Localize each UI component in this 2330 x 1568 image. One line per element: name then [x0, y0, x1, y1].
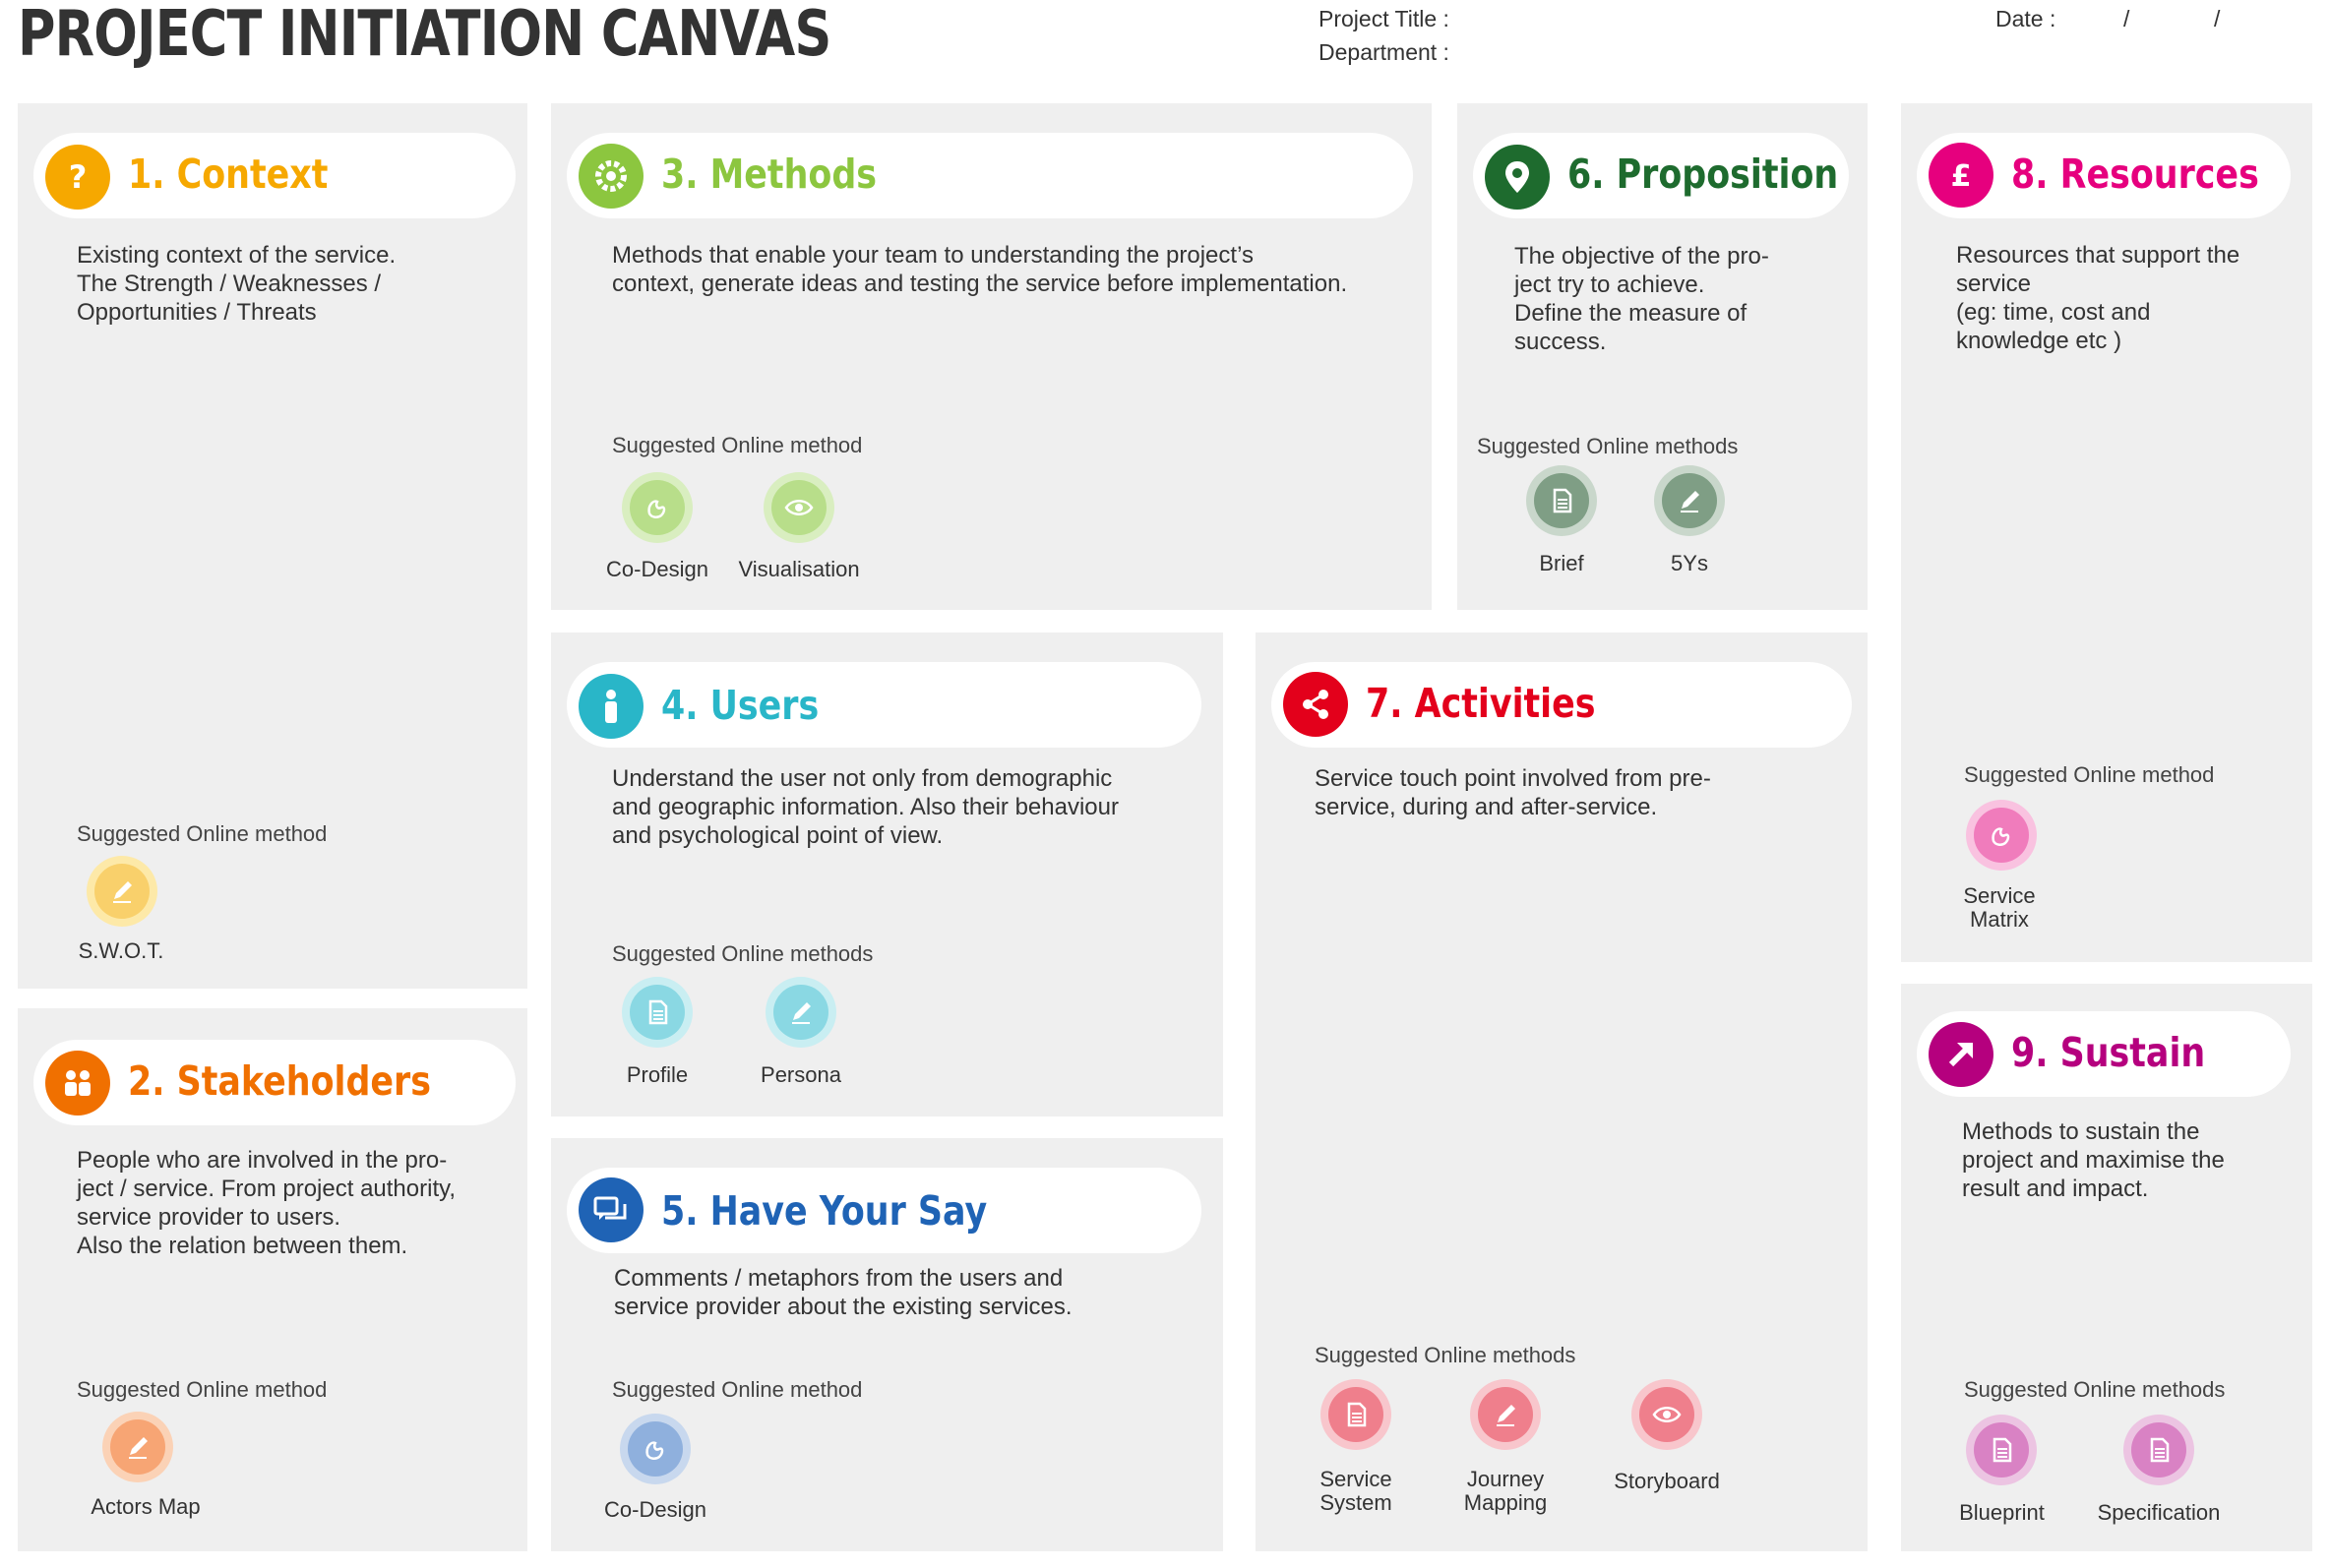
question-icon	[45, 145, 110, 210]
users-title: 4. Users	[661, 682, 820, 729]
service-matrix-label[interactable]: Service Matrix	[1963, 883, 2036, 932]
pencil-icon[interactable]	[87, 856, 157, 927]
eye-icon[interactable]	[764, 472, 834, 543]
have-your-say-description: Comments / metaphors from the users and service provider about the existing services.	[614, 1265, 1073, 1320]
sustain-suggested-label: Suggested Online methods	[1964, 1377, 2226, 1402]
pencil-icon[interactable]	[1654, 465, 1725, 536]
resources-suggested-label: Suggested Online method	[1964, 762, 2215, 787]
context-title: 1. Context	[128, 151, 329, 198]
resources-description: Resources that support the service (eg: time, cost and knowledge etc )	[1956, 242, 2240, 354]
resources-panel	[1901, 103, 2312, 962]
brief-label[interactable]: Brief	[1539, 551, 1584, 575]
context-description: Existing context of the service. The Strength / Weaknesses / Opportunities / Threats	[77, 242, 397, 326]
department-label: Department :	[1318, 39, 1449, 65]
activities-description: Service touch point involved from pre- service, during and after-service.	[1315, 765, 1711, 820]
have-your-say-title: 5. Have Your Say	[661, 1187, 988, 1235]
methods-panel	[551, 103, 1432, 610]
proposition-suggested-label: Suggested Online methods	[1477, 434, 1739, 458]
visualisation-label[interactable]: Visualisation	[738, 557, 860, 581]
sustain-panel	[1901, 984, 2312, 1551]
activities-panel	[1256, 633, 1868, 1551]
activities-title: 7. Activities	[1366, 680, 1596, 727]
resources-title: 8. Resources	[2011, 151, 2259, 198]
page-title: PROJECT INITIATION CANVAS	[18, 0, 831, 71]
users-suggested-label: Suggested Online methods	[612, 941, 874, 966]
arrow-icon	[1929, 1022, 1993, 1087]
storyboard-label[interactable]: Storyboard	[1614, 1469, 1720, 1493]
hands-icon[interactable]	[622, 472, 693, 543]
date-label: Date :	[1995, 6, 2056, 31]
proposition-title: 6. Proposition	[1567, 151, 1839, 198]
profile-label[interactable]: Profile	[626, 1062, 689, 1087]
svg-text:?: ?	[68, 158, 88, 196]
eye-icon[interactable]	[1631, 1379, 1702, 1450]
service-system-label[interactable]: Service System	[1319, 1467, 1392, 1515]
activities-suggested-label: Suggested Online methods	[1315, 1343, 1576, 1367]
speech-bubbles-icon	[579, 1177, 644, 1242]
persona-label[interactable]: Persona	[761, 1062, 841, 1087]
have-your-say-panel	[551, 1138, 1223, 1551]
methods-title: 3. Methods	[661, 151, 878, 198]
proposition-panel	[1457, 103, 1868, 610]
stakeholders-title: 2. Stakeholders	[128, 1057, 431, 1105]
pencil-icon[interactable]	[1470, 1379, 1541, 1450]
gear-icon	[579, 144, 644, 209]
methods-description: Methods that enable your team to understanding the project’s context, generate ideas and testing the service before implementation.	[612, 242, 1348, 297]
context-panel	[18, 103, 527, 989]
hands-icon[interactable]	[1966, 800, 2037, 871]
pound-icon	[1929, 143, 1993, 208]
pencil-icon[interactable]	[102, 1412, 173, 1482]
document-icon[interactable]	[1966, 1415, 2037, 1485]
person-icon	[579, 674, 644, 739]
stakeholders-suggested-label: Suggested Online method	[77, 1377, 328, 1402]
document-icon[interactable]	[622, 977, 693, 1048]
methods-suggested-label: Suggested Online method	[612, 433, 863, 457]
date-separator: /	[2123, 6, 2130, 31]
document-icon[interactable]	[2123, 1415, 2194, 1485]
actors-map-label[interactable]: Actors Map	[91, 1494, 201, 1519]
blueprint-label[interactable]: Blueprint	[1959, 1500, 2045, 1525]
proposition-description: The objective of the pro- ject try to achieve. Define the measure of success.	[1514, 243, 1769, 355]
svg-text:£: £	[1950, 159, 1972, 194]
stakeholders-description: People who are involved in the pro- ject / service. From project authority, service provider to users. Also the relation between them.	[77, 1147, 457, 1259]
hands-icon[interactable]	[620, 1414, 691, 1484]
project-title-label: Project Title :	[1318, 6, 1449, 31]
people-icon	[45, 1051, 110, 1116]
sustain-title: 9. Sustain	[2011, 1029, 2206, 1076]
context-suggested-label: Suggested Online method	[77, 821, 328, 846]
pencil-icon[interactable]	[766, 977, 836, 1048]
swot-label[interactable]: S.W.O.T.	[78, 938, 164, 963]
specification-label[interactable]: Specification	[2097, 1500, 2221, 1525]
co-design-label[interactable]: Co-Design	[606, 557, 708, 581]
date-separator: /	[2214, 6, 2221, 31]
stakeholders-panel	[18, 1008, 527, 1551]
have-your-say-suggested-label: Suggested Online method	[612, 1377, 863, 1402]
5ys-label[interactable]: 5Ys	[1671, 551, 1708, 575]
share-icon	[1283, 672, 1348, 737]
document-icon[interactable]	[1320, 1379, 1391, 1450]
location-pin-icon	[1485, 145, 1550, 210]
co-design-label[interactable]: Co-Design	[604, 1497, 706, 1522]
users-description: Understand the user not only from demographic and geographic information. Also their behaviour and psychological point of view.	[612, 765, 1119, 849]
journey-mapping-label[interactable]: Journey Mapping	[1463, 1467, 1548, 1515]
document-icon[interactable]	[1526, 465, 1597, 536]
users-panel	[551, 633, 1223, 1116]
sustain-description: Methods to sustain the project and maximise the result and impact.	[1962, 1118, 2225, 1202]
